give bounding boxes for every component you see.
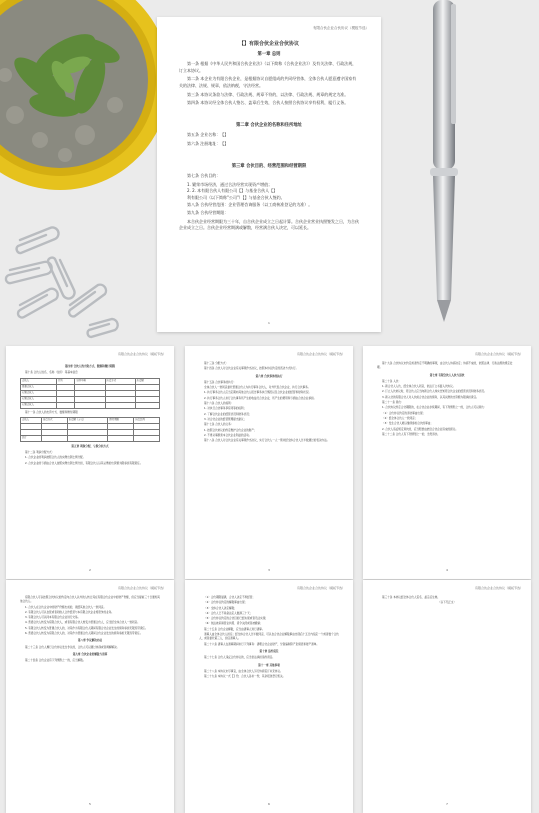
table-cell: 总计 [21, 435, 42, 441]
chapter-heading-1: 第一章 总则 [257, 51, 281, 57]
paragraph: 2. 有限合伙人可以自营或者同他人合作经营与本有限合伙企业相竞争的业务。 [25, 610, 114, 614]
document-page-5 [6, 580, 174, 813]
paragraph: 全体合伙人一致同意委托普通合伙人为执行事务合伙人，对外代表合伙企业，执行合伙事务。 [204, 386, 311, 390]
potted-plant-decoration [0, 0, 175, 195]
list-item: 1. 繁荣市场经济，通过合法经营实现资产增值； [187, 181, 273, 187]
paragraph: 3. 新入伙的有限合伙人对入伙前合伙企业的债务，以其认缴的出资额为限承担责任。 [382, 395, 479, 399]
page-header: 有限合伙企业合伙协议（模板节选） [296, 586, 345, 590]
chapter-heading-3: 第三章 合伙目的、经营范围和经营期限 [231, 163, 307, 169]
paragraph: 第十一条 合伙人的出资方式、数额和缴付期限 [25, 410, 78, 414]
table-cell: 出资方式 [41, 417, 67, 423]
paragraph: 3. 有限合伙人可以同本有限合伙企业进行交易。 [25, 616, 81, 620]
paragraph: 第十二条 利润分配方式： [25, 451, 55, 455]
paragraph: 第十六条 合伙人的权利： [204, 402, 234, 406]
paragraph: 1. 合伙人在合伙企业中的财产份额出质的，须经其他合伙人一致同意。 [25, 605, 107, 609]
table-cell: 出资额（万元） [67, 417, 108, 423]
paragraph: （1）合伙协议约定的退伙事由出现； [382, 411, 426, 415]
paragraph: 1. 合伙企业的利润按照合伙人的实缴出资比例分配。 [25, 456, 86, 460]
paragraph: 第三条 本协议条款与法律、行政法规、规章不符的，以法律、行政法规、规章的规定为准。 [187, 91, 349, 97]
paragraph: 1. 合伙协议约定合伙期限的，在合伙企业存续期间，有下列情形之一的，合伙人可以退伙： [382, 406, 487, 410]
page-number: 2 [89, 568, 91, 572]
paragraph: （4）合伙人已不具备法定人数满三十天； [204, 611, 253, 615]
table-cell: 缴付期限 [108, 417, 134, 423]
table-cell: 有限合伙人 [21, 390, 57, 396]
paragraph: 2. 订立入伙协议时，原合伙人应当向新合伙人如实告知原合伙企业的经营状况和财务状况。 [382, 390, 487, 394]
paragraph: 本合伙企业经营期限为三十年，自合伙企业成立之日起计算。合伙企业营业执照签发之日，为合伙企业成立之日。合伙企业经营期满或解散，经营满合伙人决定，可以延长。 [179, 218, 359, 231]
table-row [21, 435, 160, 441]
contribution-table [20, 417, 160, 442]
paragraph: （1）合伙期限届满，合伙人决定不再经营； [204, 596, 255, 599]
paragraph: 第二十七条 合伙人违反合伙协议的，应当依法承担违约责任。 [204, 656, 275, 660]
paragraph: 第二十条 入伙： [382, 379, 401, 383]
page-number: 3 [268, 568, 270, 572]
paper-clips-decoration [0, 200, 130, 350]
paragraph: 3. 对合伙企业的经营管理提出建议； [204, 417, 247, 421]
paragraph: 第二十八条 本协议未尽事宜，由全体合伙人另行协商签订补充协议。 [204, 669, 283, 673]
paragraph: 第二十五条 合伙企业解散，应当由清算人进行清算。 [204, 627, 265, 631]
document-page-1 [157, 17, 381, 332]
paragraph: 5. 有限合伙人转变为普通合伙人的，对其作为有限合伙人期间有限合伙企业发生的债务承担无限连带责任。 [25, 626, 148, 630]
page-number: 4 [446, 568, 448, 572]
page-header: 有限合伙企业合伙协议（模板节选） [474, 586, 523, 590]
page-number: 5 [89, 802, 91, 806]
list-item: 2. 2. 本有限合伙人有限公司【】与基金合伙人【】 [187, 188, 278, 194]
paragraph: 第十三条 分配方式： [204, 362, 229, 365]
chapter-heading-2: 第二章 合伙企业的名称和住所地址 [236, 122, 302, 128]
document-title: 【】有限合伙企业合伙协议 [238, 41, 299, 47]
page-number: 6 [268, 802, 270, 806]
document-page-3 [185, 346, 353, 579]
table-cell: 普通合伙人 [21, 384, 57, 390]
chapter-heading: 第九章 合伙企业的解散与清算 [72, 652, 108, 656]
paragraph: 第六条 注册地址：【】 [187, 140, 229, 146]
chapter-heading: 第八章 争议解决办法 [77, 639, 103, 643]
table-cell: 出资方式 [105, 378, 135, 384]
page-header: 有限合伙企业合伙协议（模板节选） [474, 352, 523, 356]
paragraph: （2）经全体合伙人一致同意； [382, 416, 418, 420]
paragraph: 第二十二条 合伙人有下列情形之一的，当然退伙。 [382, 432, 440, 436]
document-page-4 [363, 346, 531, 579]
end-note: （以下无正文） [437, 601, 457, 605]
page-header: 有限合伙企业合伙协议（模板节选） [296, 352, 345, 356]
paragraph: 第二十三条 合伙人履行合伙协议发生争议的，合伙人可以通过协商或者调解解决。 [25, 645, 120, 649]
pen-decoration [415, 0, 475, 330]
table-cell: 住所 [56, 378, 75, 384]
paragraph: （5）合伙协议约定的合伙目的已经实现或者无法实现； [204, 617, 268, 621]
page-header: 有限合伙企业合伙协议（模板节选） [117, 352, 166, 356]
table-cell: 合伙人 [21, 378, 57, 384]
paragraph: 第十七条 合伙人的义务： [204, 423, 234, 427]
paragraph: 第二十六条 清算人在清算期间执行下列事务：清理合伙企业财产，分别编制资产负债表和财产清单。 [204, 642, 319, 646]
page-header: 有限合伙企业合伙协议（模板节选） [117, 586, 166, 590]
paragraph: 第三十条 本协议经全体合伙人签名、盖章后生效。 [382, 596, 440, 599]
table-cell: 有限合伙人 [21, 396, 57, 402]
paragraph: 第二十九条 本协议一式【】份，合伙人各执一份，其余报送登记机关。 [204, 675, 286, 679]
paragraph: 1. 对执行合伙事务享有同等的权利； [204, 407, 247, 411]
paragraph: 2. 不得从事损害本合伙企业利益的活动。 [204, 433, 252, 437]
paragraph: 第一条 根据《中华人民共和国合伙企业法》（以下简称《合伙企业法》）及有关法律、行政法规，订立本协议。 [179, 61, 357, 73]
chapter-heading: 第十章 违约责任 [259, 649, 279, 653]
paragraph: 第十八条 合伙人对合伙企业有关事项作出决议，实行合伙人一人一票并经全体合伙人过半数通过的表决办法。 [204, 439, 330, 443]
chapter-heading: 第十一章 其他事项 [258, 663, 280, 667]
paragraph: 2. 执行事务合伙人执行合伙事务所产生的收益归合伙企业，所产生的费用和亏损由合伙企业承担。 [204, 396, 317, 400]
table-cell: 出资比例 [134, 417, 160, 423]
list-item: 利有限公司（以下简称"公司"）【】与基金合伙人签约。 [187, 194, 285, 200]
chapter-heading: 第七章 有限合伙人入伙与退伙 [429, 373, 465, 377]
table-cell: 出资额 [135, 378, 159, 384]
paragraph: 1. 执行事务合伙人应当定期向其他合伙人报告事务执行情况以及合伙企业的经营和财务状况。 [204, 391, 312, 395]
page-header: 有限合伙企业合伙协议（模板节选） [313, 26, 369, 30]
paragraph: 第十九条 合伙协议未约定或者约定不明确的事项，由合伙人协商决定；协商不成的，依照法律、行政法规的规定处理。 [377, 362, 513, 370]
paragraph: 第二十一条 退伙： [382, 401, 404, 405]
paragraph: 第五条 企业名称：【】 [187, 132, 229, 138]
paragraph: 第八条 合伙经营范围：企业管理咨询服务（以工商核准登记的为准）。 [187, 201, 313, 207]
paragraph: 第十五条 合伙事务的执行： [204, 380, 236, 384]
paragraph: 第七条 合伙目的： [187, 173, 221, 179]
paragraph: 第十条 合伙人姓名、名称（住所）等基本信息 [25, 371, 78, 375]
paragraph: 第九条 合伙经营期限： [187, 210, 229, 216]
paragraph: 第十四条 合伙人对合伙企业有关事项作出决议，按照本协议约定的表决方式执行。 [204, 367, 299, 371]
page-number: 1 [268, 321, 270, 325]
paragraph: 清算人由全体合伙人担任；经全体合伙人过半数同意，可以自合伙企业解散事由出现后十五日内指定一个或者数个合伙人，或者委托第三人，担任清算人。 [199, 633, 339, 641]
table-cell: 合伙人 [21, 417, 42, 423]
paragraph: 第二条 本企业为有限合伙企业，是根据协议自愿组成的共同经营体，全体合伙人愿意遵守国家有关的法律、法规、规章，依法纳税，守法经营。 [179, 76, 357, 88]
paragraph: 2. 了解合伙企业的经营状况和财务状况； [204, 412, 252, 416]
paragraph: （3）全体合伙人决定解散； [204, 606, 237, 610]
paragraph: （6）依法被吊销营业执照、责令关闭或者被撤销； [204, 622, 263, 626]
paragraph: 第四条 本协议经全体合伙人签名、盖章后生效，合伙人按照合伙协议享有权利，履行义务。 [187, 100, 349, 106]
paragraph: 1. 新合伙人入伙，经全体合伙人同意，依法订立书面入伙协议。 [382, 385, 456, 389]
document-page-6 [185, 580, 353, 813]
document-page-7 [363, 580, 531, 813]
paragraph: 有限合伙人可以按照合伙协议的约定向合伙人以外的人转让其在有限合伙企业中的财产份额，但应当提前三十日通知其他合伙人。 [20, 596, 160, 604]
partner-info-table [20, 378, 160, 409]
chapter-heading: 第四章 合伙人的出资方式、数额和缴付期限 [64, 365, 116, 368]
table-row [21, 402, 160, 408]
paragraph: 第二十四条 合伙企业有下列情形之一的，应当解散。 [25, 659, 86, 663]
paragraph: 4. 普通合伙人转变为有限合伙人，或者有限合伙人转变为普通合伙人，应当经全体合伙人一致同意。 [25, 621, 140, 625]
paragraph: （3）发生合伙人难以继续参加合伙的事由； [382, 422, 433, 426]
document-page-2 [6, 346, 174, 579]
paragraph: 6. 普通合伙人转变为有限合伙人的，对其作为普通合伙人期间合伙企业发生的债务承担无限连带责任。 [25, 632, 143, 636]
table-cell: 证件号码 [75, 378, 105, 384]
paragraph: （2）合伙协议约定的解散事由出现； [204, 601, 248, 605]
chapter-heading: 第五章 利润分配、亏损分担方式 [71, 444, 109, 448]
paragraph: 1. 按照合伙协议的约定维护合伙企业的财产； [204, 428, 257, 432]
paragraph: 2. 合伙人违反规定退伙的，应当赔偿由此给合伙企业造成的损失。 [382, 427, 458, 431]
paragraph: 2. 合伙企业的亏损由合伙人按照实缴出资比例分担，有限合伙人以其认缴的出资额为限承担有限责任。 [25, 461, 143, 465]
table-cell: 有限合伙人 [21, 402, 57, 408]
page-number: 7 [446, 802, 448, 806]
chapter-heading: 第六章 合伙事务的执行 [255, 374, 283, 378]
